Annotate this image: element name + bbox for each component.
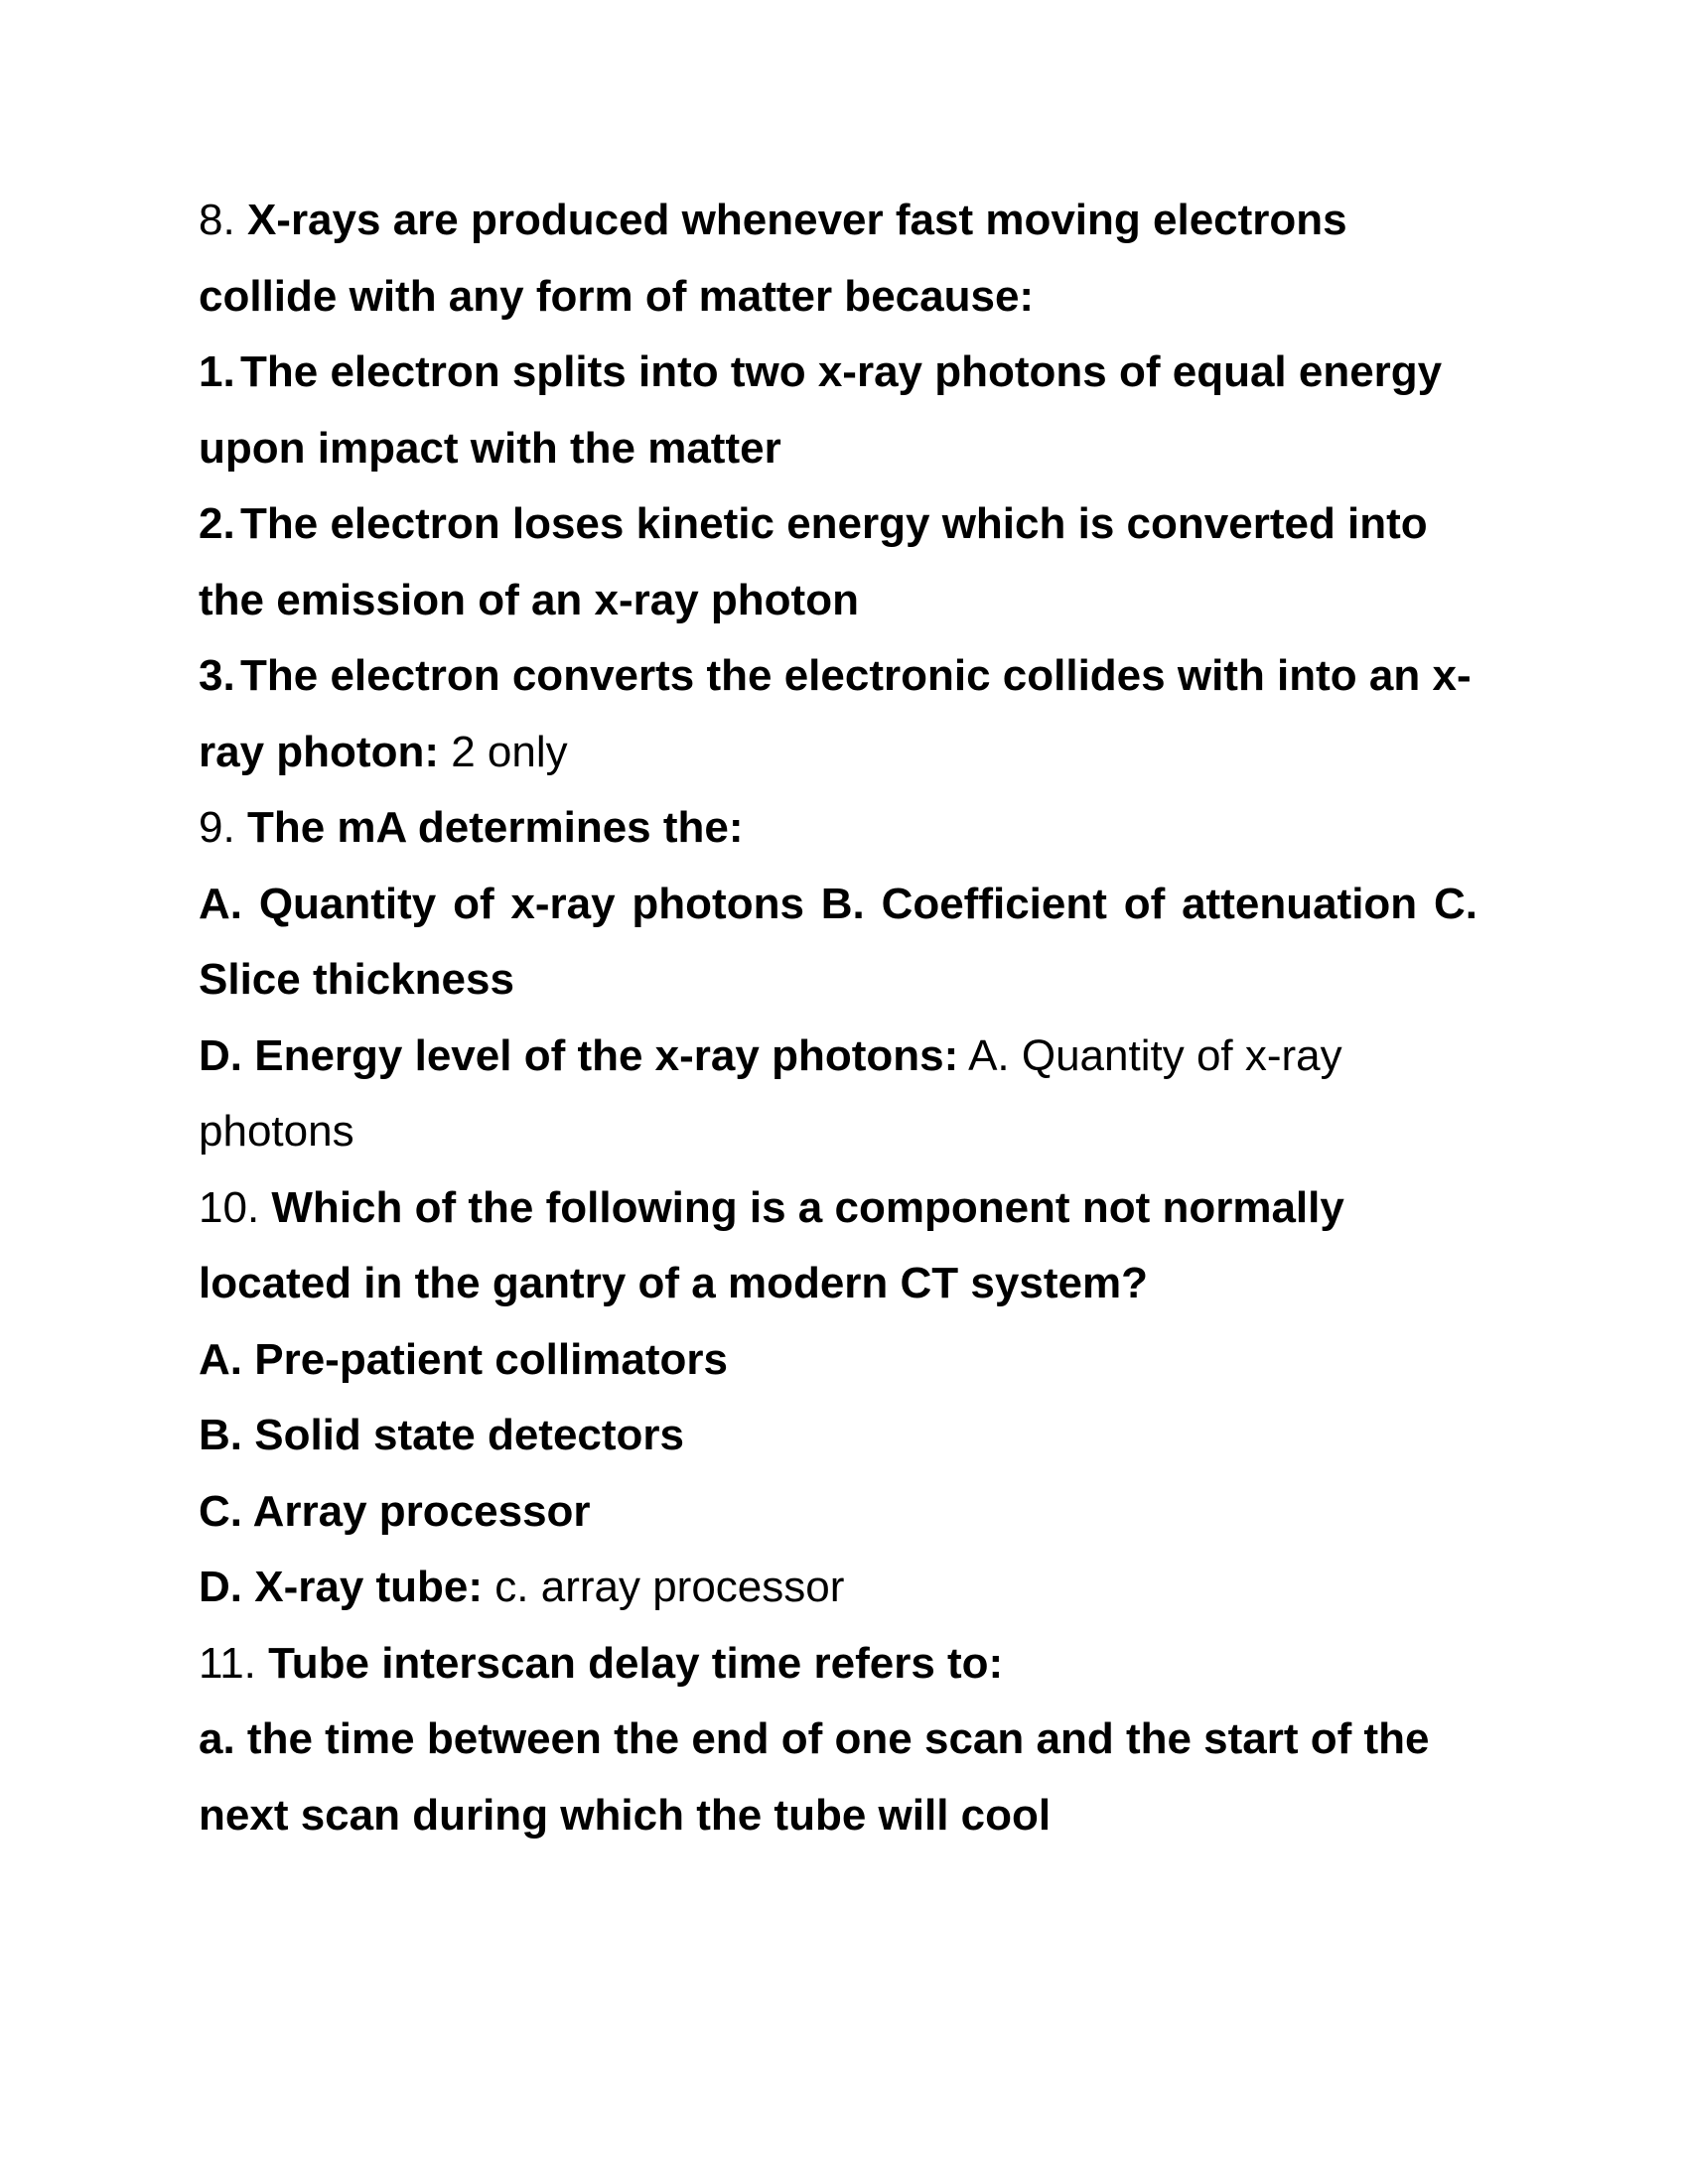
- q9-answer: A. Quantity of x-ray: [968, 1030, 1342, 1080]
- q8-option-3-text-cont: ray photon:: [199, 727, 439, 776]
- q11-number: 11.: [199, 1638, 256, 1688]
- q8-option-3-text: The electron converts the electronic collides with into an x-: [240, 651, 1472, 700]
- q8-option-1-cont: upon impact with the matter: [199, 423, 781, 473]
- q9-stem-line: [199, 790, 1489, 867]
- q9-option-d: D. Energy level of the x-ray photons:: [199, 1030, 959, 1080]
- q8-option-1: [199, 335, 1489, 411]
- q10-stem-line1: [199, 1170, 1489, 1247]
- q10-stem-line2: located in the gantry of a modern CT system?: [199, 1259, 1148, 1307]
- q10-stem: Which of the following is a component not normally: [271, 1182, 1344, 1232]
- q8-stem-line1: [199, 183, 1489, 259]
- q9-word: C.: [1434, 879, 1477, 928]
- q9-word: B.: [820, 879, 865, 928]
- q9-word: of: [453, 879, 494, 928]
- q10-option-b: B. Solid state detectors: [199, 1411, 685, 1459]
- q11-stem: Tube interscan delay time refers to:: [268, 1638, 1004, 1688]
- q8-stem: X-rays are produced whenever fast moving electrons: [246, 196, 1347, 244]
- q9-options-line: [199, 867, 1477, 943]
- q8-option-2: [199, 486, 1489, 563]
- q9-number: 9.: [199, 803, 235, 852]
- q8-answer: 2 only: [451, 727, 568, 776]
- q9-word: photons: [632, 879, 804, 928]
- q9-word: x-ray: [510, 879, 616, 928]
- q9-word: attenuation: [1182, 879, 1418, 928]
- q11-option-a: a. the time between the end of one scan and the start of the: [199, 1714, 1430, 1763]
- q9-word: Quantity: [258, 879, 437, 928]
- document-page: [199, 183, 1489, 1853]
- q10-option-a: A. Pre-patient collimators: [199, 1334, 729, 1384]
- q10-option-c: C. Array processor: [199, 1486, 591, 1536]
- q8-option-1-text: The electron splits into two x-ray photons of equal energy: [240, 347, 1443, 396]
- q9-answer-cont: photons: [199, 1107, 354, 1156]
- q8-number: 8.: [199, 196, 235, 244]
- q11-stem-line: [199, 1626, 1489, 1703]
- q8-option-2-number: 2.: [199, 499, 235, 548]
- q9-option-d-line: [199, 1019, 1489, 1095]
- q8-option-3-cont: [199, 715, 1489, 791]
- q8-option-2-text: The electron loses kinetic energy which is converted into: [240, 499, 1428, 548]
- q10-option-d-line: [199, 1550, 1489, 1626]
- q8-option-2-cont: the emission of an x-ray photon: [199, 575, 859, 624]
- q9-option-c-cont: Slice thickness: [199, 955, 514, 1004]
- q9-word: A.: [199, 879, 242, 928]
- q9-word: of: [1123, 879, 1166, 928]
- q10-option-d: D. X-ray tube:: [199, 1563, 484, 1611]
- q11-option-a-cont: next scan during which the tube will cool: [199, 1790, 1052, 1840]
- q10-answer: c. array processor: [494, 1563, 845, 1611]
- q8-option-1-number: 1.: [199, 347, 235, 396]
- q10-number: 10.: [199, 1182, 260, 1232]
- q8-option-3-number: 3.: [199, 651, 235, 700]
- q9-stem: The mA determines the:: [246, 803, 744, 852]
- q8-stem-line2: collide with any form of matter because:: [199, 271, 1035, 321]
- q9-word: Coefficient: [881, 879, 1107, 928]
- q8-option-3: [199, 638, 1489, 715]
